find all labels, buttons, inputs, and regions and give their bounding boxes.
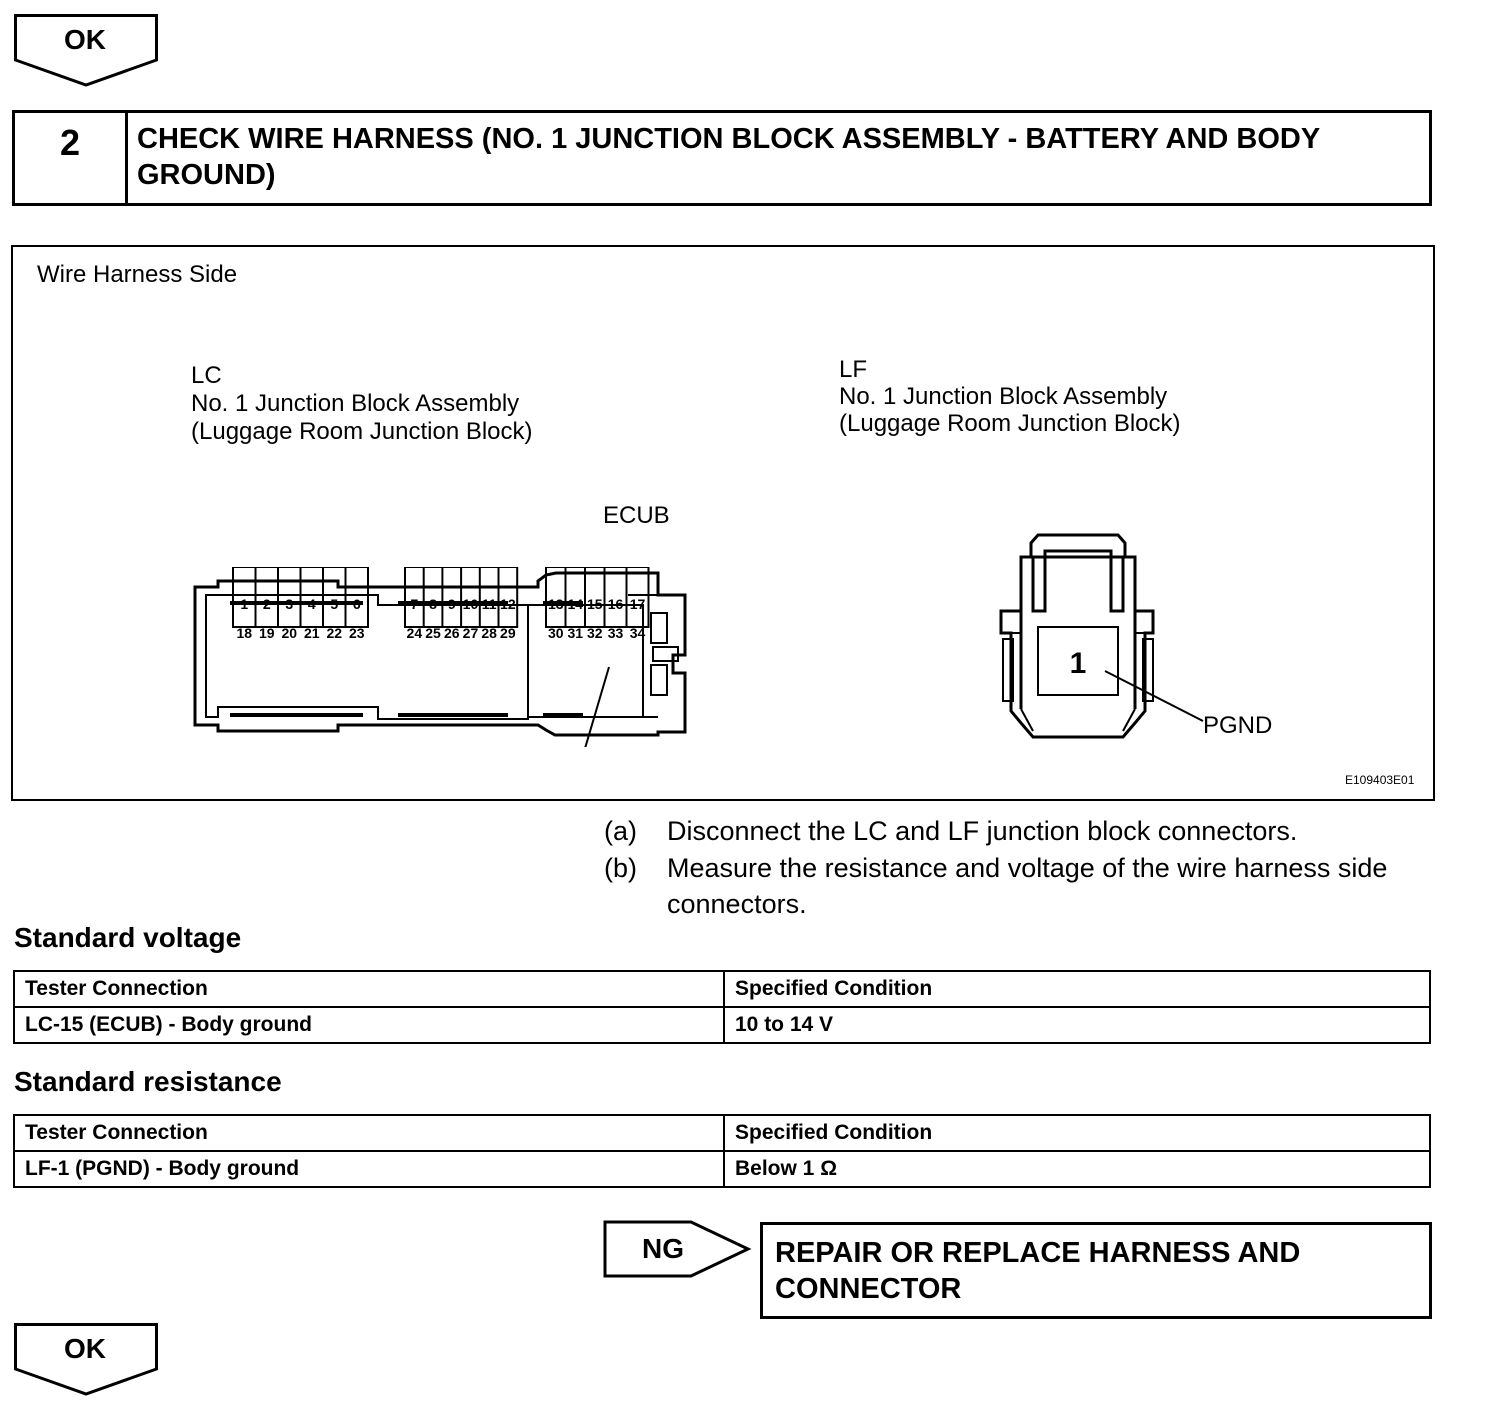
lc-pin-24: 24: [406, 625, 423, 641]
lc-code: LC: [191, 362, 222, 389]
lc-pin-32: 32: [586, 625, 603, 641]
lc-pin-1: 1: [240, 596, 249, 612]
table-cell: Below 1 Ω: [724, 1151, 1430, 1187]
ecub-callout: ECUB: [603, 502, 670, 529]
voltage-title: Standard voltage: [14, 922, 242, 953]
lc-pin-27: 27: [462, 625, 479, 641]
table-row: [14, 1151, 1430, 1187]
instruction-b-text: Measure the resistance and voltage of the wire harness side connectors.: [667, 853, 1388, 919]
pgnd-callout: PGND: [1203, 712, 1273, 739]
lf-sub: (Luggage Room Junction Block): [839, 410, 1181, 437]
step-header: [12, 110, 1432, 206]
lc-pin-29: 29: [500, 625, 516, 641]
table-header: Tester Connection: [14, 971, 724, 1007]
lc-pin-9: 9: [447, 596, 456, 612]
lc-pin-34: 34: [629, 625, 646, 641]
instruction-b: [604, 850, 1434, 922]
lc-pin-12: 12: [500, 596, 516, 612]
lc-pin-10: 10: [462, 596, 479, 612]
lc-pin-25: 25: [425, 625, 441, 641]
lf-code: LF: [839, 356, 868, 383]
step-number: 2: [15, 113, 128, 203]
table-header: Specified Condition: [724, 1115, 1430, 1151]
lc-pin-26: 26: [443, 625, 460, 641]
table-header-row: [14, 1115, 1430, 1151]
lc-pin-23: 23: [348, 625, 365, 641]
lc-pin-6: 6: [352, 596, 361, 612]
table-cell: 10 to 14 V: [724, 1007, 1430, 1043]
lc-pin-13: 13: [547, 596, 564, 612]
table-header-row: [14, 971, 1430, 1007]
table-cell: LF-1 (PGND) - Body ground: [14, 1151, 724, 1187]
table-header: Tester Connection: [14, 1115, 724, 1151]
ng-result-box: REPAIR OR REPLACE HARNESS AND CONNECTOR: [760, 1222, 1432, 1319]
ng-label: NG: [642, 1233, 684, 1264]
ok-arrow-bottom: [14, 1323, 158, 1395]
ok-label: OK: [64, 24, 106, 55]
lc-pin-4: 4: [307, 596, 316, 612]
lc-pin-8: 8: [429, 596, 437, 612]
lc-pin-28: 28: [481, 625, 497, 641]
ok-label: OK: [64, 1333, 106, 1364]
instruction-a-text: Disconnect the LC and LF junction block connectors.: [667, 816, 1298, 846]
lc-pin-31: 31: [567, 625, 584, 641]
figure-caption: Wire Harness Side: [37, 261, 238, 288]
lf-pin-1: 1: [1069, 647, 1087, 680]
instruction-a: [604, 813, 1434, 849]
lc-pin-11: 11: [481, 596, 497, 612]
lf-name: No. 1 Junction Block Assembly: [839, 383, 1168, 410]
lc-pin-33: 33: [607, 625, 624, 641]
lc-sub: (Luggage Room Junction Block): [191, 418, 533, 445]
lc-pin-2: 2: [262, 596, 271, 612]
lf-connector: [993, 531, 1293, 771]
step-title: CHECK WIRE HARNESS (NO. 1 JUNCTION BLOCK ASSEMBLY - BATTERY AND BODY GROUND): [137, 123, 1320, 191]
table-header: Specified Condition: [724, 971, 1430, 1007]
table-row: [14, 1007, 1430, 1043]
resistance-table: [13, 1114, 1431, 1188]
lc-pin-22: 22: [326, 625, 343, 641]
lc-pin-3: 3: [285, 596, 294, 612]
lc-pin-15: 15: [586, 596, 603, 612]
connector-figure: [11, 245, 1435, 801]
lc-pin-14: 14: [567, 596, 584, 612]
voltage-table: [13, 970, 1431, 1044]
lc-pin-17: 17: [629, 596, 646, 612]
lc-pin-19: 19: [258, 625, 275, 641]
resistance-title: Standard resistance: [14, 1066, 282, 1097]
lc-pin-5: 5: [330, 596, 339, 612]
table-cell: LC-15 (ECUB) - Body ground: [14, 1007, 724, 1043]
figure-code: E109403E01: [1345, 773, 1415, 787]
lc-pin-20: 20: [281, 625, 298, 641]
instruction-a-label: (a): [604, 816, 637, 846]
lc-pin-18: 18: [236, 625, 253, 641]
lc-pin-16: 16: [607, 596, 624, 612]
lc-connector: [188, 567, 698, 747]
instruction-b-label: (b): [604, 853, 637, 883]
lc-pin-30: 30: [547, 625, 564, 641]
lc-pin-21: 21: [303, 625, 320, 641]
ok-arrow-top: [14, 14, 158, 86]
lc-name: No. 1 Junction Block Assembly: [191, 390, 520, 417]
lc-pin-7: 7: [410, 596, 419, 612]
